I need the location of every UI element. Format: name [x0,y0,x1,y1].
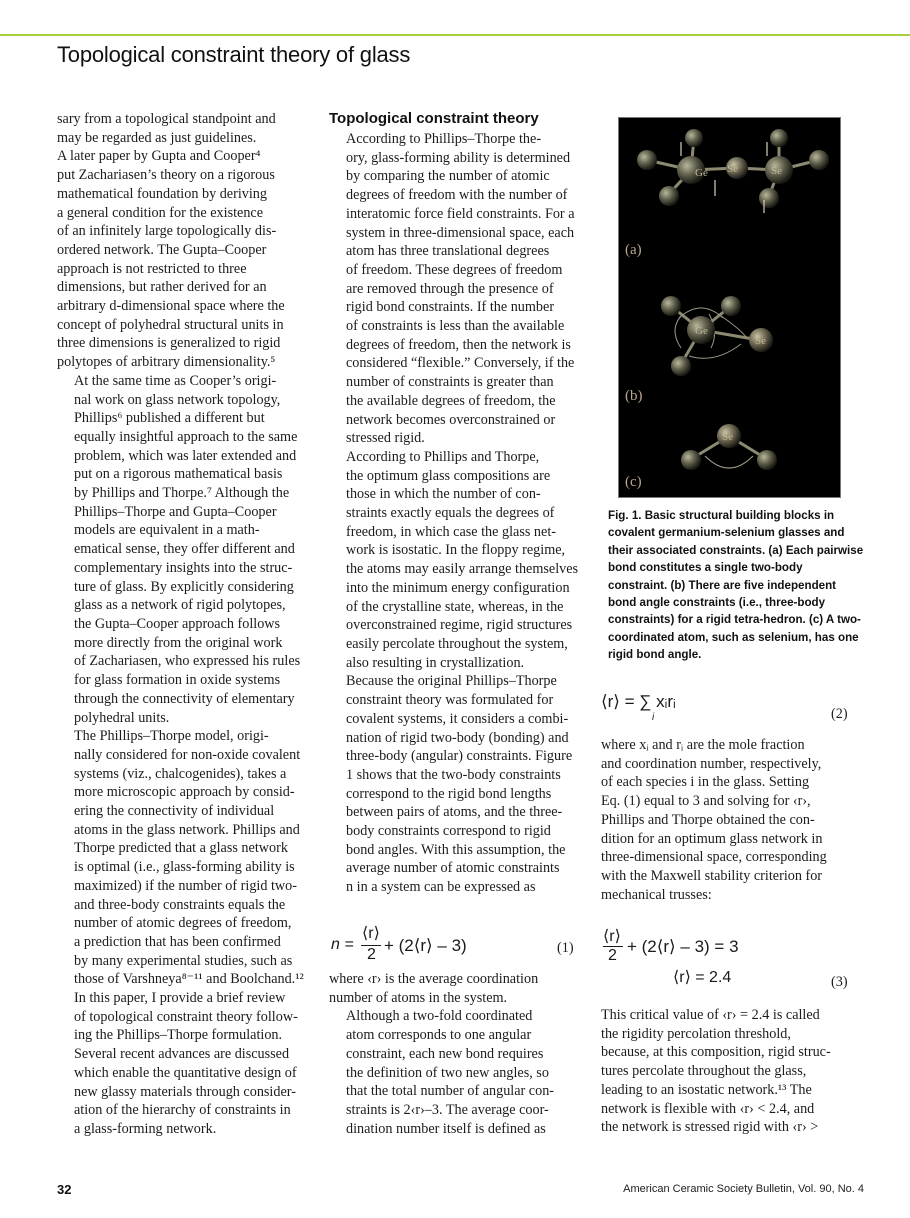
text-line: network becomes overconstrained or [346,411,556,428]
text-line: between pairs of atoms, and the three- [346,804,563,821]
text-line: more directly from the original work [74,634,283,651]
text-line: concept of polyhedral structural units in [57,316,284,333]
text-line: In this paper, I provide a brief review [74,990,286,1007]
equation-1 [331,925,571,969]
equation-2-number: (2) [831,706,848,722]
text-line: Thorpe predicted that a glass network [74,840,288,857]
se-label: Se [755,335,766,347]
text-line: ordered network. The Gupta–Cooper [57,241,267,258]
text-column-2-lower [329,970,585,1138]
text-line: Phillips⁶ published a different but [74,410,265,427]
paragraph [601,1006,861,1137]
text-line: mathematical foundation by deriving [57,185,267,202]
text-line: the rigidity percolation threshold, [601,1025,791,1042]
text-line: Eq. (1) equal to 3 and solving for ‹r›, [601,793,811,810]
paragraph [57,372,315,727]
text-line: nally considered for non-oxide covalent [74,746,301,763]
eq1-frac-num: ⟨r⟩ [362,925,380,942]
text-line: covalent systems, it considers a combi- [346,710,569,727]
text-line: and three-body constraints equals the [74,896,286,913]
text-line: the network is stressed rigid with ‹r› > [601,1119,819,1136]
text-line: the atoms may easily arrange themselves [346,561,579,578]
section-heading: Topological constraint theory [329,110,539,127]
equation-3-number: (3) [831,974,848,990]
text-line: the Gupta–Cooper approach follows [74,615,281,632]
text-column-3-lower [601,1006,861,1137]
paragraph [329,970,585,1007]
paragraph [329,672,585,896]
text-line: systems (viz., chalcogenides), takes a [74,765,287,782]
text-line: The Phillips–Thorpe model, origi- [74,728,269,745]
text-line: equally insightful approach to the same [74,428,298,445]
paragraph [57,110,315,372]
text-line: glass as a network of rigid polytopes, [74,597,286,614]
text-line: a glass-forming network. [74,1120,217,1137]
text-line: tures percolate throughout the glass, [601,1063,807,1080]
text-line: overconstrained regime, rigid structures [346,617,573,634]
text-line: number of atoms in the system. [329,989,508,1006]
text-line: dition for an optimum glass network in [601,830,823,847]
text-line: Phillips and Thorpe obtained the con- [601,811,815,828]
text-line: stressed rigid. [346,430,425,447]
text-line: for glass formation in oxide systems [74,672,281,689]
panel-label-a: (a) [625,242,642,258]
text-line: by many experimental studies, such as [74,952,293,969]
text-line: of topological constraint theory follow- [74,1008,298,1025]
text-line: through the connectivity of elementary [74,690,295,707]
text-line: Although a two-fold coordinated [346,1008,533,1025]
se-label: Se [727,163,738,175]
ge-label: Ge [695,167,708,179]
text-line: dimensions, but rather derived for an [57,279,267,296]
text-line: According to Phillips and Thorpe, [346,448,540,465]
text-line: a prediction that has been confirmed [74,933,281,950]
text-line: of an infinitely large topologically dis- [57,223,277,240]
text-line: where ‹r› is the average coordination [329,971,539,987]
text-line: At the same time as Cooper’s origi- [74,372,277,389]
figure-caption: Fig. 1. Basic structural building blocks in covalent germanium-selenium glasses and their associated constraints. (a) Each pairwise bond constitutes a single two-body constraint. (b) There are five independent bond angle constraints (i.e., three-body constraints) for a rigid tetra-hedron. (c) A two-coordinated atom, such as selenium, has one rigid bond angle. [608,509,864,662]
paragraph [329,448,585,672]
text-line: ation of the hierarchy of constraints in [74,1102,291,1119]
eq1-left: n = [331,936,354,953]
text-line: ematical sense, they offer different and [74,541,295,558]
text-line: straints is 2‹r›–3. The average coor- [346,1101,549,1118]
text-line: complementary insights into the struc- [74,559,293,576]
text-line: number of atomic degrees of freedom, [74,915,292,932]
text-line: interatomic force field constraints. For a [346,205,575,222]
text-line: are removed through the presence of [346,280,554,297]
text-line: with the Maxwell stability criterion for [601,867,823,884]
text-line: n in a system can be expressed as [346,879,536,896]
text-line: polyhedral units. [74,709,170,726]
text-line: atom corresponds to one angular [346,1027,532,1044]
text-line: atoms in the glass network. Phillips and [74,821,300,838]
se-label: Se [722,431,733,443]
text-line: 1 shows that the two-body constraints [346,766,561,783]
text-line: may be regarded as just guidelines. [57,129,257,146]
eq3-line2: ⟨r⟩ = 2.4 [673,969,732,986]
text-column-2 [329,110,585,897]
text-line: which enable the quantitative design of [74,1064,297,1081]
eq1-right: + (2⟨r⟩ – 3) [384,936,467,955]
text-line: easily percolate throughout the system, [346,635,568,652]
text-line: maximized) if the number of rigid two- [74,877,297,894]
text-line: freedom, in which case the glass net- [346,523,556,540]
text-line: where xᵢ and rᵢ are the mole fraction [601,737,805,753]
panel-label-c: (c) [625,474,642,490]
text-line: degrees of freedom with the number of [346,187,568,204]
text-line: into the minimum energy configuration [346,579,570,596]
panel-label-b: (b) [625,388,643,404]
eq3-frac-num: ⟨r⟩ [603,928,621,945]
paragraph [601,736,861,904]
text-line: leading to an isostatic network.¹³ The [601,1081,812,1098]
text-line: bond angles. With this assumption, the [346,841,566,858]
text-line: models are equivalent in a math- [74,522,260,539]
text-line: dination number itself is defined as [346,1120,546,1137]
eq3-right: + (2⟨r⟩ – 3) = 3 [627,937,739,956]
page-title: Topological constraint theory of glass [57,42,411,67]
paragraph [329,130,585,448]
text-line: ering the connectivity of individual [74,803,275,820]
ge-label: Ge [695,325,708,337]
text-line: work is isostatic. In the floppy regime, [346,542,566,559]
text-line: those in which the number of con- [346,486,541,503]
text-line: the optimum glass compositions are [346,467,551,484]
paragraph [329,1007,585,1138]
journal-citation: American Ceramic Society Bulletin, Vol. 90, No. 4 [623,1183,864,1195]
figure-1 [618,117,841,498]
text-line: those of Varshneya⁸⁻¹¹ and Boolchand.¹² [74,971,304,988]
text-line: and coordination number, respectively, [601,755,822,772]
page-number: 32 [57,1182,72,1197]
equation-2 [601,690,801,730]
text-column-1 [57,110,315,1139]
text-line: approach is not restricted to three [57,260,247,277]
text-line: ing the Phillips–Thorpe formulation. [74,1027,283,1044]
header-rule [0,34,910,36]
text-line: average number of atomic constraints [346,860,560,877]
figure-1-illustration [619,118,841,498]
text-line: mechanical trusses: [601,886,712,903]
text-line: problem, which was later extended and [74,447,297,464]
text-line: constraint theory was formulated for [346,692,554,709]
text-line: ory, glass-forming ability is determined [346,149,571,166]
text-line: degrees of freedom, then the network is [346,336,571,353]
paragraph [57,727,315,989]
se-label: Se [771,165,782,177]
text-line: by Phillips and Thorpe.⁷ Although the [74,485,290,502]
text-line: considered “flexible.” Conversely, if the [346,355,575,372]
text-line: rigid bond constraints. If the number [346,299,555,316]
text-line: system in three-dimensional space, each [346,224,575,241]
text-line: three-dimensional space, corresponding [601,849,827,866]
text-line: because, at this composition, rigid struc- [601,1044,831,1061]
text-line: of freedom. These degrees of freedom [346,261,563,278]
text-line: a general condition for the existence [57,204,264,221]
text-line: This critical value of ‹r› = 2.4 is called [601,1007,820,1023]
text-line: more microscopic approach by consid- [74,784,295,801]
eq2-body: ⟨r⟩ = ∑ xᵢrᵢ [601,692,676,711]
text-line: arbitrary d-dimensional space where the [57,298,285,315]
equation-1-number: (1) [557,940,574,956]
text-line: Several recent advances are discussed [74,1046,290,1063]
text-column-3-upper [601,736,861,904]
bond-angle-arc [705,456,753,468]
text-line: network is flexible with ‹r› < 2.4, and [601,1100,815,1117]
text-line: polytopes of arbitrary dimensionality.⁵ [57,354,276,371]
text-line: constraint, each new bond requires [346,1045,544,1062]
text-line: three dimensions is generalized to rigid [57,335,281,352]
text-line: of each species i in the glass. Setting [601,774,810,791]
text-line: by comparing the number of atomic [346,168,550,185]
text-line: three-body (angular) constraints. Figure [346,748,573,765]
text-line: put Zachariasen’s theory on a rigorous [57,167,275,184]
text-line: the definition of two new angles, so [346,1064,549,1081]
text-line: of the crystalline state, whereas, in the [346,598,564,615]
paragraph [57,989,315,1139]
text-line: put on a rigorous mathematical basis [74,466,283,483]
eq1-frac-den: 2 [367,946,376,963]
text-line: correspond to the rigid bond lengths [346,785,552,802]
text-line: A later paper by Gupta and Cooper⁴ [57,148,261,165]
text-line: body constraints correspond to rigid [346,823,551,840]
text-line: Because the original Phillips–Thorpe [346,673,557,690]
text-line: is optimal (i.e., glass-forming ability is [74,859,295,876]
text-line: sary from a topological standpoint and [57,111,276,127]
text-line: the available degrees of freedom, the [346,392,556,409]
equation-3 [603,926,803,988]
text-line: nal work on glass network topology, [74,391,281,408]
text-line: also resulting in crystallization. [346,654,525,671]
text-line: ture of glass. By explicitly considering [74,578,294,595]
text-line: Phillips–Thorpe and Gupta–Cooper [74,503,277,520]
eq2-subscript: i [652,712,655,723]
text-line: According to Phillips–Thorpe the- [346,131,542,147]
text-line: of Zachariasen, who expressed his rules [74,653,301,670]
text-line: that the total number of angular con- [346,1083,555,1100]
text-line: number of constraints is greater than [346,374,554,391]
text-line: new glassy materials through consider- [74,1083,296,1100]
text-line: straints exactly equals the degrees of [346,505,555,522]
eq3-frac-den: 2 [608,947,617,964]
text-line: nation of rigid two-body (bonding) and [346,729,569,746]
text-line: of constraints is less than the available [346,318,565,335]
text-line: atom has three translational degrees [346,243,550,260]
